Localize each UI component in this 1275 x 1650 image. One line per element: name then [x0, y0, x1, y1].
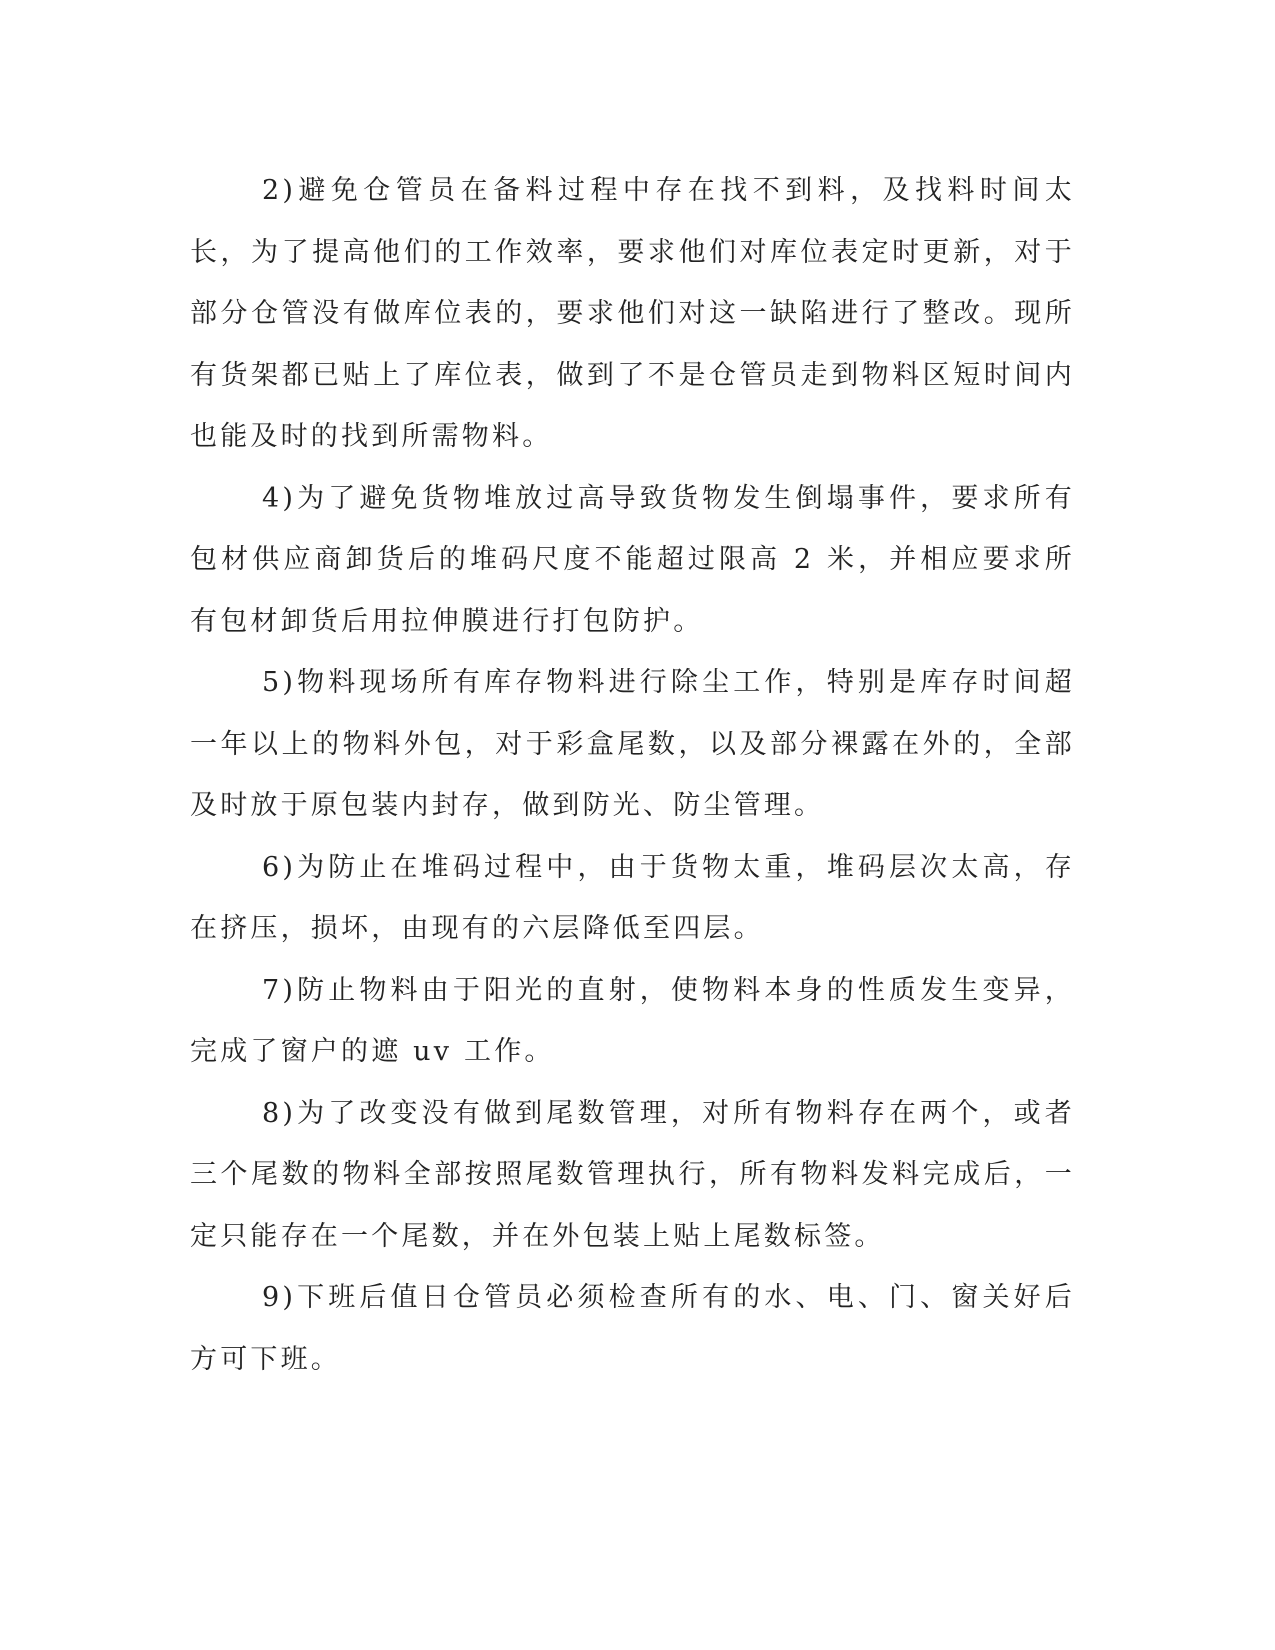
paragraph-item-5: 5)物料现场所有库存物料进行除尘工作，特别是库存时间超一年以上的物料外包，对于彩盒尾数，以及部分裸露在外的，全部及时放于原包装内封存，做到防光、防尘管理。	[190, 667, 1075, 821]
paragraph-item-7: 7)防止物料由于阳光的直射，使物料本身的性质发生变异，完成了窗户的遮 uv 工作。	[190, 974, 1075, 1067]
paragraph-item-9: 9)下班后值日仓管员必须检查所有的水、电、门、窗关好后方可下班。	[190, 1282, 1075, 1375]
paragraph-item-6: 6)为防止在堆码过程中，由于货物太重，堆码层次太高，存在挤压，损坏，由现有的六层降低至四层。	[190, 851, 1075, 944]
document-body	[190, 160, 1075, 1390]
paragraph-item-8: 8)为了改变没有做到尾数管理，对所有物料存在两个，或者三个尾数的物料全部按照尾数管理执行，所有物料发料完成后，一定只能存在一个尾数，并在外包装上贴上尾数标签。	[190, 1097, 1075, 1252]
paragraph-item-2: 2)避免仓管员在备料过程中存在找不到料，及找料时间太长，为了提高他们的工作效率，要求他们对库位表定时更新，对于部分仓管没有做库位表的，要求他们对这一缺陷进行了整改。现所有货架都已贴上了库位表，做到了不是仓管员走到物料区短时间内也能及时的找到所需物料。	[190, 175, 1075, 452]
paragraph-item-4: 4)为了避免货物堆放过高导致货物发生倒塌事件，要求所有包材供应商卸货后的堆码尺度不能超过限高 2 米，并相应要求所有包材卸货后用拉伸膜进行打包防护。	[190, 482, 1075, 637]
